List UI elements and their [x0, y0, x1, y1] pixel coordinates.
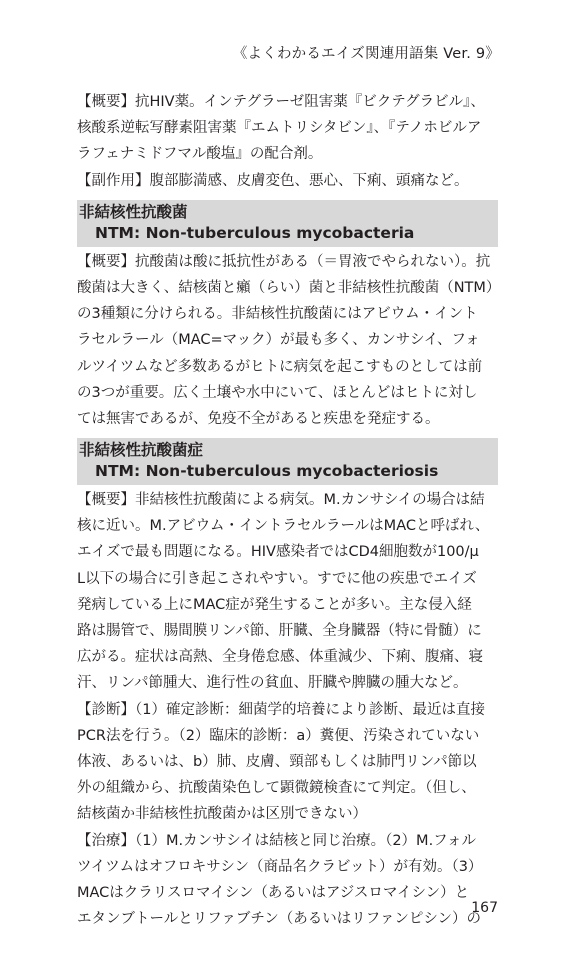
- text-line: エタンブトールとリファブチン（あるいはリファンピシン）の: [77, 911, 482, 928]
- text-line: 酸菌は大きく、結核菌と癩（らい）菌と非結核性抗酸菌（NTM）: [77, 279, 501, 296]
- text-line: 外の組織から、抗酸菌染色して顕微鏡検査にて判定。（但し、: [77, 780, 476, 797]
- text-line: 【概要】抗酸菌は酸に抵抗性がある（＝胃液でやられない）。抗: [77, 253, 491, 270]
- entry-heading-ntm: [77, 200, 498, 247]
- text-line: L以下の場合に引き起こされやすい。すでに他の疾患でエイズ: [77, 570, 477, 587]
- text-line: ルツイツムなど多数あるがヒトに病気を起こすものとしては前: [77, 358, 483, 375]
- text-line: ラフェナミドフマル酸塩』の配合剤。: [77, 146, 323, 163]
- entry-heading-english: NTM: Non-tuberculous mycobacteriosis: [95, 462, 439, 481]
- entry-heading-japanese: 非結核性抗酸菌: [79, 202, 188, 221]
- entry-heading-english: NTM: Non-tuberculous mycobacteria: [95, 223, 415, 242]
- paragraph-ntm-overview: [77, 249, 501, 432]
- text-line: 広がる。症状は高熱、全身倦怠感、体重減少、下痢、腹痛、寝: [77, 649, 483, 666]
- text-line: 【概要】非結核性抗酸菌による病気。M.カンサシイの場合は結: [77, 492, 485, 509]
- page-body: [77, 89, 501, 932]
- page-number: 167: [471, 900, 498, 916]
- paragraph-overview-bictegravir: [77, 89, 498, 194]
- text-line: MACはクラリスロマイシン（あるいはアジスロマイシン）と: [77, 884, 470, 901]
- text-line: 核酸系逆転写酵素阻害薬『エムトリシタビン』、『テノホビルア: [77, 120, 482, 137]
- text-line: 【治療】（1）M.カンサシイは結核と同じ治療。（2）M.フォル: [77, 832, 476, 849]
- entry-heading-ntm-disease: [77, 438, 498, 485]
- text-line: ラセルラール（MAC=マック）が最も多く、カンサシイ、フォ: [77, 332, 480, 349]
- text-line: の3種類に分けられる。非結核性抗酸菌にはアビウム・イント: [77, 306, 478, 323]
- text-line: PCR法を行う。（2）臨床的診断：a）糞便、汚染されていない: [77, 727, 480, 744]
- text-line: 【副作用】腹部膨満感、皮膚変色、悪心、下痢、頭痛など。: [77, 172, 469, 189]
- text-line: 結核菌か非結核性抗酸菌かは区別できない）: [77, 806, 367, 823]
- text-line: ツイツムはオフロキサシン（商品名クラビット）が有効。（3）: [77, 858, 483, 875]
- entry-heading-japanese: 非結核性抗酸菌症: [79, 441, 204, 460]
- paragraph-ntm-disease: [77, 487, 498, 932]
- text-line: 【概要】抗HIV薬。インテグラーゼ阻害薬『ビクテグラビル』、: [77, 94, 485, 110]
- text-line: の3つが重要。広く土壌や水中にいて、ほとんどはヒトに対し: [77, 384, 478, 401]
- text-line: 【診断】（1）確定診断：細菌学的培養により診断、最近は直接: [77, 701, 485, 718]
- text-line: 核に近い。M.アビウム・イントラセルラールはMACと呼ばれ、: [77, 518, 490, 535]
- text-line: 汗、リンパ節腫大、進行性の貧血、肝臓や脾臓の腫大など。: [77, 675, 468, 692]
- text-line: エイズで最も問題になる。HIV感染者ではCD4細胞数が100/μ: [77, 544, 479, 561]
- running-head: 《よくわかるエイズ関連用語集 Ver. 9》: [232, 46, 500, 62]
- text-line: 路は腸管で、腸間膜リンパ節、肝臓、全身臓器（特に骨髄）に: [77, 623, 482, 639]
- text-line: 発病している上にMAC症が発生することが多い。主な侵入経: [77, 596, 472, 613]
- text-line: 体液、あるいは、b）肺、皮膚、頸部もしくは肺門リンパ節以: [77, 753, 477, 770]
- text-line: ては無害であるが、免疫不全があると疾患を発症する。: [77, 410, 440, 427]
